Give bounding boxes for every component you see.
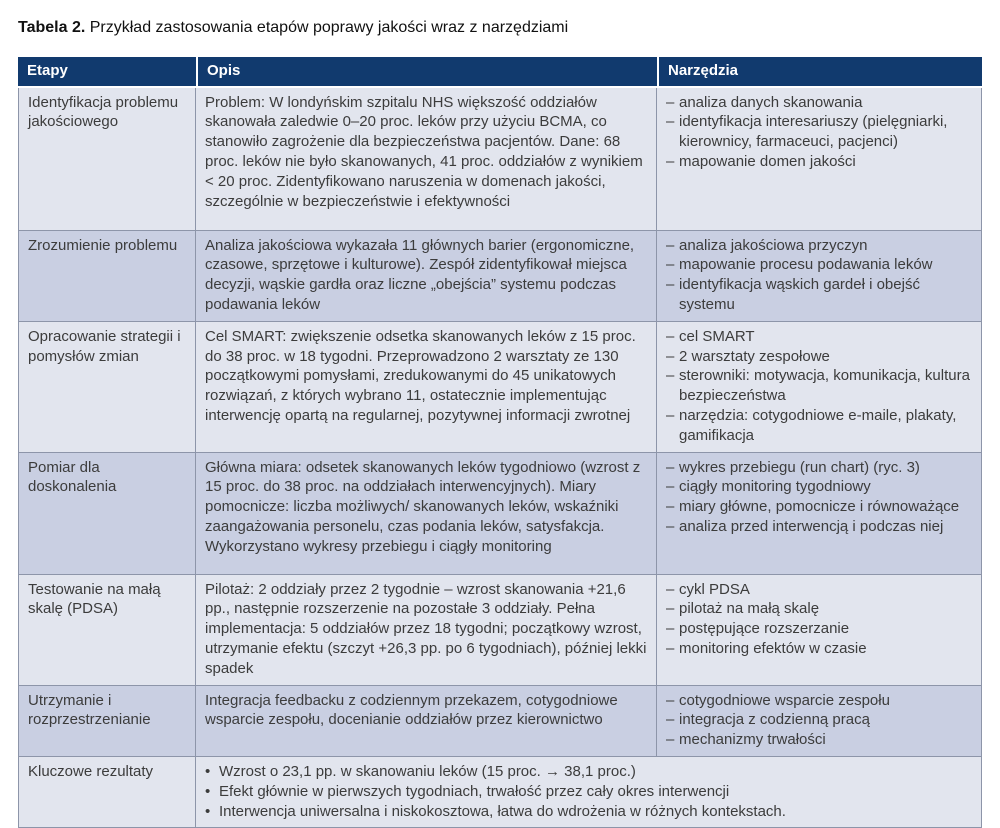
- dash-marker: –: [666, 256, 675, 274]
- dash-marker: –: [666, 113, 675, 131]
- tool-item: [666, 406, 973, 446]
- results-cell: [196, 757, 982, 828]
- description-cell: Cel SMART: zwiększenie odsetka skanowanych leków z 15 proc. do 38 proc. w 18 tygodni. Przeprowadzono 2 warsztaty ze 130 początkowymi pomysłami, zredukowanymi do 45 unikatowych rozwiązań, z których wybrano 11, ostatecznie implementując interwencję opartą na regularnej, pozytywnej informacji zwrotnej: [196, 322, 657, 453]
- result-text: Efekt głównie w pierwszych tygodniach, trwałość przez cały okres interwencji: [219, 782, 730, 800]
- tools-list: [666, 691, 973, 750]
- tool-item: [666, 458, 973, 478]
- tool-item: [666, 497, 973, 517]
- stage-cell: Pomiar dla doskonalenia: [18, 453, 196, 575]
- tool-item: [666, 477, 973, 497]
- tool-text: analiza przed interwencją i podczas niej: [679, 517, 944, 535]
- dash-marker: –: [666, 498, 675, 516]
- dash-marker: –: [666, 580, 675, 598]
- tool-item: [666, 580, 973, 600]
- tool-text: sterowniki: motywacja, komunikacja, kultura bezpieczeństwa: [679, 367, 970, 405]
- tool-text: 2 warsztaty zespołowe: [679, 347, 830, 365]
- tool-text: mapowanie procesu podawania leków: [679, 256, 933, 274]
- tool-text: cel SMART: [679, 327, 755, 345]
- dash-marker: –: [666, 458, 675, 476]
- tools-cell: [657, 686, 982, 757]
- stage-cell: Opracowanie strategii i pomysłów zmian: [18, 322, 196, 453]
- tools-list: [666, 93, 973, 172]
- result-text: Wzrost o 23,1 pp. w skanowaniu leków (15 proc. → 38,1 proc.): [219, 762, 636, 780]
- tools-cell: [657, 88, 982, 231]
- tool-text: monitoring efektów w czasie: [679, 639, 867, 657]
- tool-item: [666, 275, 973, 315]
- tool-item: [666, 236, 973, 256]
- tool-text: integracja z codzienną pracą: [679, 711, 870, 729]
- bullet-marker: •: [205, 762, 211, 780]
- dash-marker: –: [666, 691, 675, 709]
- dash-marker: –: [666, 93, 675, 111]
- bullet-marker: •: [205, 782, 211, 800]
- table-row: [18, 453, 982, 575]
- result-item: [205, 802, 973, 822]
- tools-cell: [657, 322, 982, 453]
- tool-text: identyfikacja interesariuszy (pielęgniarki, kierownicy, farmaceuci, pacjenci): [679, 113, 948, 151]
- tool-item: [666, 366, 973, 406]
- tools-cell: [657, 575, 982, 686]
- tool-text: analiza jakościowa przyczyn: [679, 236, 868, 254]
- dash-marker: –: [666, 152, 675, 170]
- table-row: [18, 88, 982, 231]
- description-cell: Analiza jakościowa wykazała 11 głównych barier (ergonomiczne, czasowe, sprzętowe i kulturowe). Zespół zidentyfikował miejsca decyzji, wąskie gardła oraz liczne „obejścia” systemu podczas podawania leków: [196, 231, 657, 322]
- tool-text: wykres przebiegu (run chart) (ryc. 3): [679, 458, 920, 476]
- table-caption: [18, 18, 982, 39]
- column-header-etapy: Etapy: [18, 57, 196, 88]
- stage-cell: Identyfikacja problemu jakościowego: [18, 88, 196, 231]
- tool-text: narzędzia: cotygodniowe e-maile, plakaty, gamifikacja: [679, 406, 957, 444]
- tool-text: miary główne, pomocnicze i równoważące: [679, 498, 960, 516]
- tool-item: [666, 327, 973, 347]
- tool-text: cykl PDSA: [679, 580, 750, 598]
- tool-item: [666, 93, 973, 113]
- tools-list: [666, 236, 973, 315]
- dash-marker: –: [666, 367, 675, 385]
- stage-cell: Testowanie na małą skalę (PDSA): [18, 575, 196, 686]
- tool-item: [666, 112, 973, 152]
- tool-item: [666, 599, 973, 619]
- table-body: [18, 88, 982, 828]
- dash-marker: –: [666, 478, 675, 496]
- tool-item: [666, 517, 973, 537]
- table-row: [18, 757, 982, 828]
- result-item: [205, 782, 973, 802]
- dash-marker: –: [666, 327, 675, 345]
- column-header-narzedzia: Narzędzia: [657, 57, 982, 88]
- tool-text: identyfikacja wąskich gardeł i obejść systemu: [679, 276, 920, 313]
- dash-marker: –: [666, 620, 675, 638]
- table-header-row: [18, 57, 982, 88]
- table-row: [18, 231, 982, 322]
- bullet-marker: •: [205, 802, 211, 820]
- tool-item: [666, 255, 973, 275]
- tools-cell: [657, 453, 982, 575]
- tool-text: ciągły monitoring tygodniowy: [679, 478, 871, 496]
- dash-marker: –: [666, 600, 675, 618]
- description-cell: Główna miara: odsetek skanowanych leków tygodniowo (wzrost z 15 proc. do 38 proc. na oddziałach interwencyjnych). Miary pomocnicze: liczba możliwych/ skanowanych leków, wskaźniki zaangażowania personelu, czas podania leków, satysfakcja. Wykorzystano wykresy przebiegu i ciągły monitoring: [196, 453, 657, 575]
- stage-cell: Zrozumienie problemu: [18, 231, 196, 322]
- description-cell: Problem: W londyńskim szpitalu NHS większość oddziałów skanowała zaledwie 0–20 proc. leków przy użyciu BCMA, co stanowiło zagrożenie dla bezpieczeństwa pacjentów. Dane: 68 proc. leków nie było skanowanych, 41 proc. oddziałów z wynikiem < 20 proc. Zidentyfikowano naruszenia w domenach jakości, szczególnie w bezpieczeństwie i efektywności: [196, 88, 657, 231]
- table-caption-text: Przykład zastosowania etapów poprawy jakości wraz z narzędziami: [85, 19, 569, 36]
- tool-item: [666, 730, 973, 750]
- tools-list: [666, 458, 973, 537]
- table-caption-label: Tabela 2.: [18, 19, 86, 36]
- dash-marker: –: [666, 347, 675, 365]
- stage-cell: Utrzymanie i rozprzestrzenianie: [18, 686, 196, 757]
- dash-marker: –: [666, 276, 675, 294]
- table-row: [18, 575, 982, 686]
- description-cell: Pilotaż: 2 oddziały przez 2 tygodnie – wzrost skanowania +21,6 pp., następnie rozszerzenie na pozostałe 3 oddziały. Pełna implementacja: 5 oddziałów przez 18 tygodni; początkowy wzrost, utrzymanie efektu (szczyt +26,3 pp. po 6 tygodniach), później lekki spadek: [196, 575, 657, 686]
- dash-marker: –: [666, 639, 675, 657]
- quality-improvement-table: [18, 57, 982, 828]
- tool-text: pilotaż na małą skalę: [679, 600, 820, 618]
- result-text: Interwencja uniwersalna i niskokosztowa, łatwa do wdrożenia w różnych kontekstach.: [219, 802, 786, 820]
- dash-marker: –: [666, 517, 675, 535]
- tool-text: mechanizmy trwałości: [679, 731, 826, 749]
- tool-text: analiza danych skanowania: [679, 93, 863, 111]
- tool-text: mapowanie domen jakości: [679, 152, 856, 170]
- tool-item: [666, 152, 973, 172]
- tools-cell: [657, 231, 982, 322]
- tool-text: postępujące rozszerzanie: [679, 620, 850, 638]
- tool-item: [666, 639, 973, 659]
- tools-list: [666, 327, 973, 446]
- tool-item: [666, 619, 973, 639]
- tool-text: cotygodniowe wsparcie zespołu: [679, 691, 890, 709]
- tools-list: [666, 580, 973, 659]
- result-item: [205, 762, 973, 782]
- dash-marker: –: [666, 711, 675, 729]
- dash-marker: –: [666, 731, 675, 749]
- tool-item: [666, 347, 973, 367]
- tool-item: [666, 710, 973, 730]
- column-header-opis: Opis: [196, 57, 657, 88]
- dash-marker: –: [666, 236, 675, 254]
- results-list: [205, 762, 973, 821]
- table-row: [18, 322, 982, 453]
- tool-item: [666, 691, 973, 711]
- description-cell: Integracja feedbacku z codziennym przekazem, cotygodniowe wsparcie zespołu, docenianie oddziałów przez kierownictwo: [196, 686, 657, 757]
- stage-cell: Kluczowe rezultaty: [18, 757, 196, 828]
- table-row: [18, 686, 982, 757]
- dash-marker: –: [666, 406, 675, 424]
